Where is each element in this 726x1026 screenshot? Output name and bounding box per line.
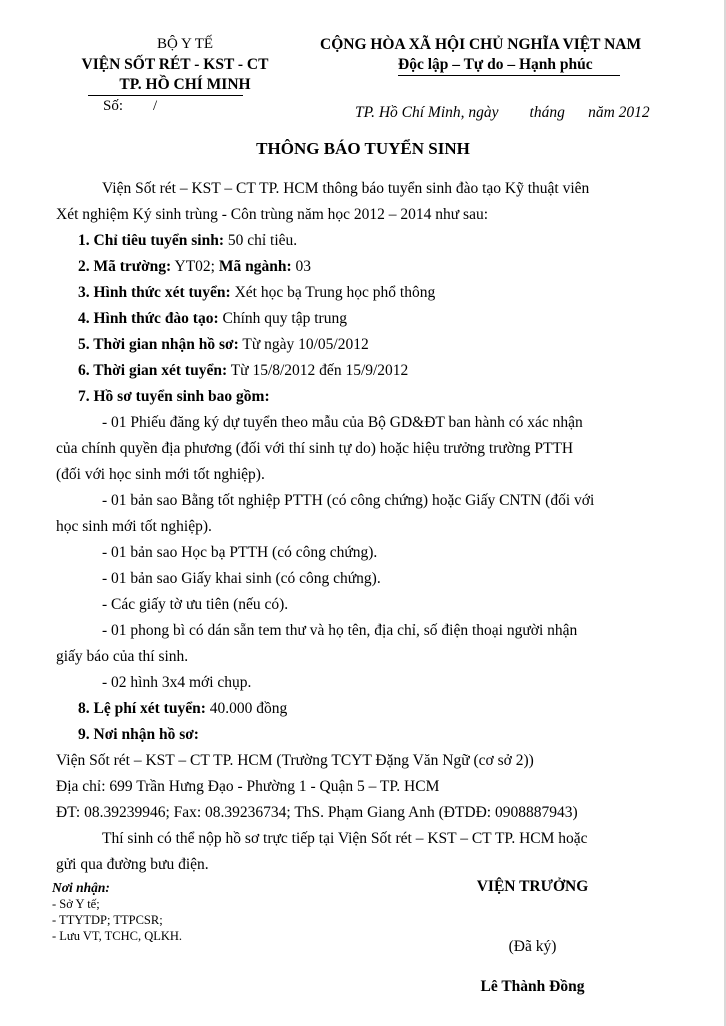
signer-name: Lê Thành Đồng (480, 978, 585, 995)
item-major-code-label: Mã ngành: (218, 258, 292, 275)
place-date: TP. Hồ Chí Minh, ngày tháng năm 2012 (355, 104, 650, 121)
city-name: TP. HỒ CHÍ MINH (119, 76, 251, 93)
doc-7: - 02 hình 3x4 mới chụp. (102, 674, 252, 691)
item-quota-label: 1. Chỉ tiêu tuyển sinh: (78, 232, 224, 249)
item-review-period-label: 6. Thời gian xét tuyển: (78, 362, 228, 379)
item-admission-form (78, 284, 435, 302)
institute-name: VIỆN SỐT RÉT - KST - CT (81, 56, 269, 73)
item-quota-value: 50 chỉ tiêu. (224, 232, 298, 249)
item-admission-form-label: 3. Hình thức xét tuyển: (78, 284, 231, 301)
doc-1-line-2: của chính quyền địa phương (đối với thí sinh tự do) hoặc hiệu trưởng trường PTTH (56, 440, 574, 457)
closing-line-2: gửi qua đường bưu điện. (56, 856, 209, 873)
item-review-period (78, 362, 408, 380)
doc-1-line-3: (đối với học sinh mới tốt nghiệp). (56, 466, 265, 483)
item-fee-value: 40.000 đồng (205, 700, 288, 717)
national-motto: Độc lập – Tự do – Hạnh phúc (398, 56, 593, 73)
item-dossier-heading: 7. Hồ sơ tuyển sinh bao gồm: (78, 388, 270, 405)
item-submission-place-heading: 9. Nơi nhận hồ sơ: (78, 726, 199, 743)
item-training-form (78, 310, 347, 328)
closing-line-1: Thí sinh có thể nộp hồ sơ trực tiếp tại Viện Sốt rét – KST – CT TP. HCM hoặc (102, 830, 588, 847)
item-training-form-value: Chính quy tập trung (218, 310, 347, 327)
doc-2-line-2: học sinh mới tốt nghiệp). (56, 518, 212, 535)
item-training-form-label: 4. Hình thức đào tạo: (78, 310, 219, 327)
item-application-period-value: Từ ngày 10/05/2012 (238, 336, 369, 353)
item-application-period (78, 336, 369, 354)
item-application-period-label: 5. Thời gian nhận hồ sơ: (78, 336, 239, 353)
address-line-3: ĐT: 08.39239946; Fax: 08.39236734; ThS. Phạm Giang Anh (ĐTDĐ: 0908887943) (56, 804, 578, 821)
doc-6-line-2: giấy báo của thí sinh. (56, 648, 189, 665)
doc-4: - 01 bản sao Giấy khai sinh (có công chứng). (102, 570, 381, 587)
item-review-period-value: Từ 15/8/2012 đến 15/9/2012 (227, 362, 409, 379)
address-line-2: Địa chỉ: 699 Trần Hưng Đạo - Phường 1 - Quận 5 – TP. HCM (56, 778, 440, 795)
document-number: Số: / (103, 98, 158, 114)
item-fee (78, 700, 287, 718)
document-title: THÔNG BÁO TUYỂN SINH (256, 139, 470, 158)
recipients-heading: Nơi nhận: (52, 880, 110, 895)
motto-underline (398, 75, 620, 76)
item-admission-form-value: Xét học bạ Trung học phổ thông (230, 284, 436, 301)
intro-line-1: Viện Sốt rét – KST – CT TP. HCM thông báo tuyển sinh đào tạo Kỹ thuật viên (102, 180, 590, 197)
header-left-underline (88, 95, 243, 96)
address-line-1: Viện Sốt rét – KST – CT TP. HCM (Trường TCYT Đặng Văn Ngữ (cơ sở 2)) (56, 752, 534, 769)
doc-1-line-1: - 01 Phiếu đăng ký dự tuyển theo mẫu của Bộ GD&ĐT ban hành có xác nhận (102, 414, 583, 431)
item-school-code-value: YT02; (171, 258, 219, 275)
recipient-2: - TTYTDP; TTPCSR; (52, 913, 163, 927)
item-major-code-value: 03 (291, 258, 312, 275)
recipient-1: - Sở Y tế; (52, 897, 100, 911)
item-school-code-label: 2. Mã trường: (78, 258, 172, 275)
signed-note: (Đã ký) (508, 938, 557, 955)
intro-line-2: Xét nghiệm Ký sinh trùng - Côn trùng năm học 2012 – 2014 như sau: (56, 206, 489, 223)
doc-3: - 01 bản sao Học bạ PTTH (có công chứng). (102, 544, 378, 561)
item-codes (78, 258, 311, 276)
nation-name: CỘNG HÒA XÃ HỘI CHỦ NGHĨA VIỆT NAM (320, 36, 642, 53)
item-fee-label: 8. Lệ phí xét tuyển: (78, 700, 206, 717)
doc-6-line-1: - 01 phong bì có dán sẵn tem thư và họ tên, địa chỉ, số điện thoại người nhận (102, 622, 578, 639)
doc-2-line-1: - 01 bản sao Bằng tốt nghiệp PTTH (có công chứng) hoặc Giấy CNTN (đối với (102, 492, 595, 509)
item-quota (78, 232, 297, 250)
doc-5: - Các giấy tờ ưu tiên (nếu có). (102, 596, 289, 613)
signer-position: VIỆN TRƯỞNG (476, 878, 589, 895)
ministry-name: BỘ Y TẾ (156, 36, 214, 52)
recipient-3: - Lưu VT, TCHC, QLKH. (52, 929, 183, 943)
